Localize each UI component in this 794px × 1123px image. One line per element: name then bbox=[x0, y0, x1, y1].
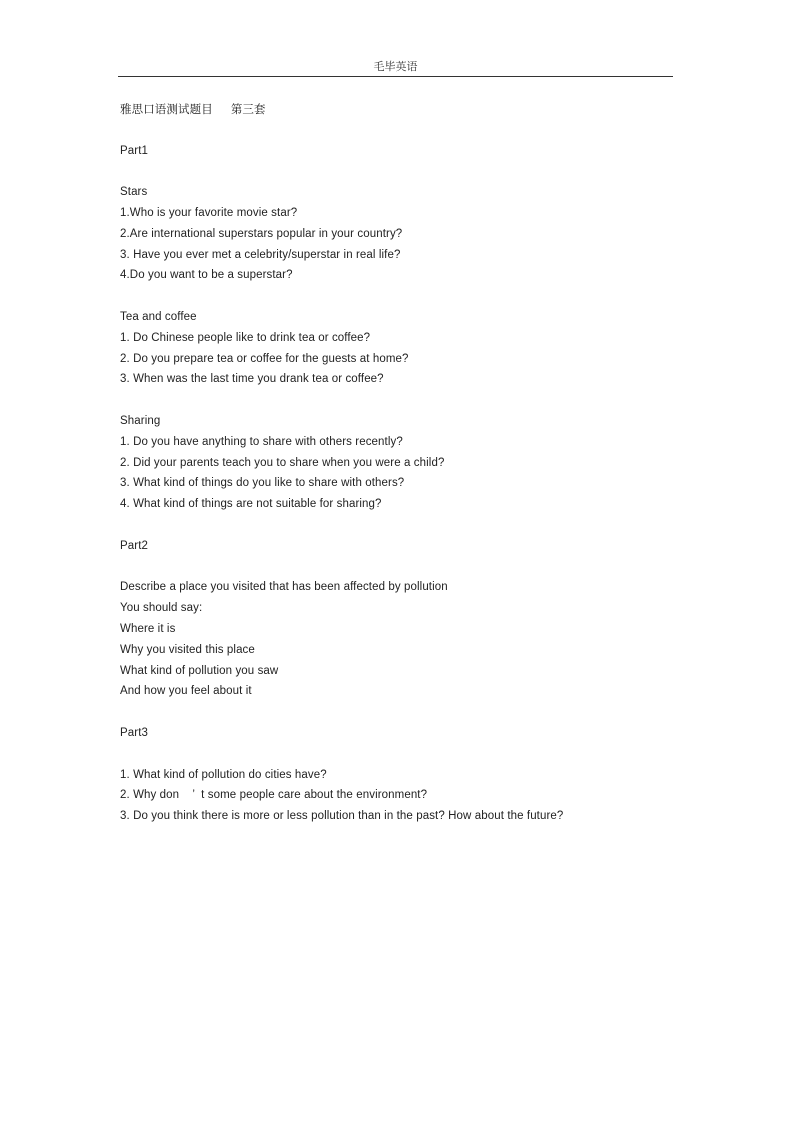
question-item: 3. Do you think there is more or less pollution than in the past? How about the future? bbox=[120, 810, 564, 823]
topic-stars bbox=[120, 182, 680, 286]
part1-heading: Part1 bbox=[120, 144, 148, 157]
topic-heading: Tea and coffee bbox=[120, 310, 197, 323]
page-header: 毛毕英语 bbox=[373, 60, 418, 73]
part3-heading: Part3 bbox=[120, 726, 148, 739]
question-item: 1. Do Chinese people like to drink tea or coffee? bbox=[120, 331, 371, 344]
header-divider bbox=[118, 76, 673, 77]
cue-card-point: Where it is bbox=[120, 622, 176, 635]
question-item: 1. Do you have anything to share with others recently? bbox=[120, 435, 403, 448]
cue-card-topic: Describe a place you visited that has been affected by pollution bbox=[120, 581, 448, 594]
question-item: 2.Are international superstars popular in your country? bbox=[120, 227, 403, 240]
topic-heading: Stars bbox=[120, 186, 148, 199]
document-body bbox=[120, 99, 680, 827]
part2-cue-card bbox=[120, 577, 680, 702]
question-item: 1.Who is your favorite movie star? bbox=[120, 206, 298, 219]
document-title bbox=[120, 99, 680, 120]
question-item: 3. When was the last time you drank tea or coffee? bbox=[120, 373, 384, 386]
title-set: 第三套 bbox=[230, 102, 266, 116]
question-item: 3. Have you ever met a celebrity/superstar in real life? bbox=[120, 248, 401, 261]
question-item: 2. Why don ’ t some people care about the environment? bbox=[120, 789, 428, 802]
cue-card-point: What kind of pollution you saw bbox=[120, 664, 279, 677]
cue-card-point: Why you visited this place bbox=[120, 643, 255, 656]
question-item: 2. Did your parents teach you to share when you were a child? bbox=[120, 456, 445, 469]
question-item: 4. What kind of things are not suitable for sharing? bbox=[120, 498, 382, 511]
part3-questions bbox=[120, 765, 680, 827]
cue-card-prompt: You should say: bbox=[120, 602, 203, 615]
topic-heading: Sharing bbox=[120, 414, 161, 427]
part2-heading: Part2 bbox=[120, 539, 148, 552]
title-main: 雅思口语测试题目 bbox=[120, 102, 213, 116]
question-item: 3. What kind of things do you like to share with others? bbox=[120, 477, 405, 490]
cue-card-point: And how you feel about it bbox=[120, 685, 252, 698]
topic-tea-and-coffee bbox=[120, 307, 680, 390]
topic-sharing bbox=[120, 411, 680, 515]
question-item: 4.Do you want to be a superstar? bbox=[120, 269, 293, 282]
question-item: 2. Do you prepare tea or coffee for the guests at home? bbox=[120, 352, 409, 365]
question-item: 1. What kind of pollution do cities have? bbox=[120, 768, 327, 781]
